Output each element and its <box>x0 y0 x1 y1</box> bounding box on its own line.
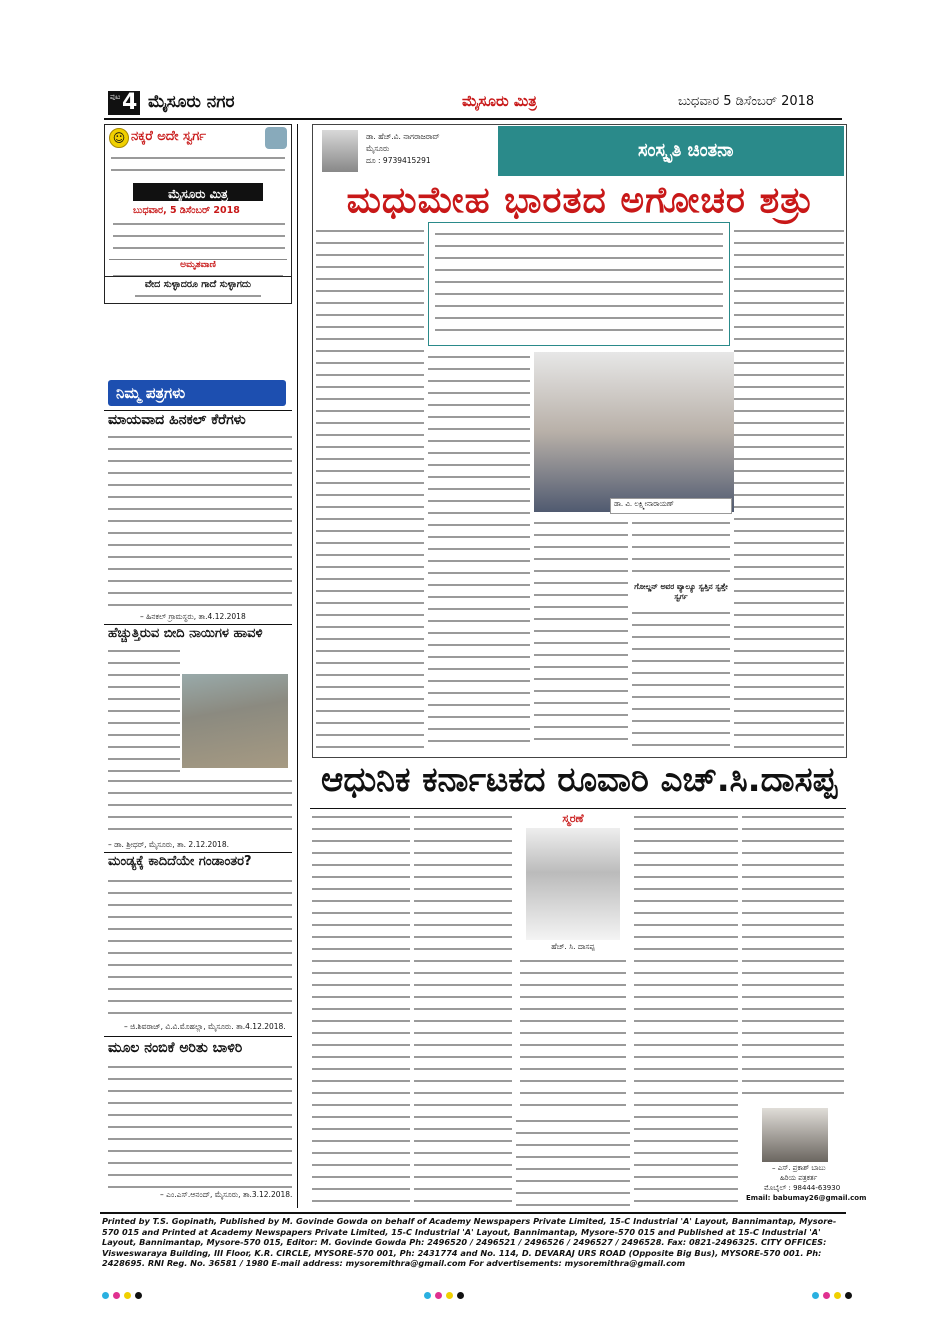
letters-header-text: ನಿಮ್ಮ ಪತ್ರಗಳು <box>116 384 186 402</box>
letter-body <box>108 1062 292 1188</box>
photo-caption-box <box>610 498 732 514</box>
author-phone: ದೂ : 9739415291 <box>366 156 431 165</box>
joke-title: ನಕ್ಕರೆ ಅದೇ ಸ್ವರ್ಗ <box>131 129 206 144</box>
letter-body <box>108 432 292 612</box>
sub-quote: ಗೋಲ್ಡನ್ ಅವರ ವ್ಯಾಲ್ಯೂ ಸ್ವತ್ತಿನ ಸ್ವತ್ತೇ ಸ್ವರ್ಗ <box>634 582 728 601</box>
columnist-role: ಹಿರಿಯ ಪತ್ರಕರ್ತ <box>780 1174 818 1182</box>
memorial-tag: ಸ್ಮರಣೆ <box>562 812 584 825</box>
dasappa-caption: ಹೆಚ್. ಸಿ. ದಾಸಪ್ಪ <box>551 942 595 951</box>
article2-headline: ಆಧುನಿಕ ಕರ್ನಾಟಕದ ರೂವಾರಿ ಎಚ್.ಸಿ.ದಾಸಪ್ಪ <box>320 760 838 800</box>
stray-dogs-photo <box>182 674 288 768</box>
scientist-photo <box>534 352 734 512</box>
letters-header <box>108 380 286 406</box>
dasappa-quote <box>520 956 626 1112</box>
photo-caption: ಡಾ. ವಿ. ಲಕ್ಷ್ಮೀನಾರಾಯಣ್ <box>614 500 674 508</box>
column-banner <box>498 126 844 176</box>
letter-signature: – ಹಿನಕಲ್ ಗ್ರಾಮಸ್ಥರು, ತಾ.4.12.2018 <box>140 612 246 621</box>
ed-masthead-box <box>133 183 263 201</box>
author-city: ಮೈಸೂರು <box>366 144 390 153</box>
quote-head: ಅಮೃತವಾಣಿ <box>180 260 216 270</box>
letter-signature: – ಡಾ. ಶ್ರೀಧರ್, ಮೈಸೂರು, ತಾ. 2.12.2018. <box>108 840 229 849</box>
smiley-icon: ☺ <box>109 128 129 148</box>
article2-col3-body <box>516 1116 630 1208</box>
ed-credits <box>113 219 285 257</box>
article1-col1 <box>316 226 424 750</box>
joke-box <box>104 124 292 296</box>
columnist-photo <box>762 1108 828 1162</box>
dasappa-box <box>516 812 630 1112</box>
article2-col2 <box>414 812 512 1208</box>
dasappa-photo <box>526 828 620 940</box>
article1-col-right <box>734 226 844 750</box>
letter-body <box>108 776 292 840</box>
page-number: 4 <box>122 90 138 115</box>
article1-col2 <box>428 352 530 750</box>
article1-col3-body <box>534 518 628 750</box>
masthead: ಮೈಸೂರು ಮಿತ್ರ <box>462 92 537 110</box>
letter-title: ಹೆಚ್ಚುತ್ತಿರುವ ಬೀದಿ ನಾಯಿಗಳ ಹಾವಳಿ <box>108 626 263 641</box>
article2-col1 <box>312 812 410 1208</box>
joke-text <box>111 153 285 177</box>
header-date: ಬುಧವಾರ 5 ಡಿಸೆಂಬರ್ 2018 <box>678 94 815 109</box>
article2-col5 <box>742 812 844 1104</box>
ed-masthead: ಮೈಸೂರು ಮಿತ್ರ <box>168 187 228 201</box>
registration-marks-center <box>422 1284 466 1303</box>
registration-marks-left <box>100 1284 144 1303</box>
letter-signature: – ಜಿ.ಶಿವರಾಜ್, ವಿ.ವಿ.ಮೊಹಲ್ಲಾ, ಮೈಸೂರು. ತಾ.4.12.2018. <box>124 1022 286 1031</box>
article1-col4-body <box>632 608 730 750</box>
letter-title: ಮಾಯವಾದ ಹಿನಕಲ್ ಕೆರೆಗಳು <box>108 412 246 428</box>
section-title: ಮೈಸೂರು ನಗರ <box>148 92 235 112</box>
veda-box <box>104 276 292 304</box>
article2-col4 <box>634 812 738 1208</box>
page-number-box <box>108 91 140 115</box>
letter-signature: – ಎಂ.ಎಸ್.ಆನಂದ್, ಮೈಸೂರು, ತಾ.3.12.2018. <box>160 1190 293 1199</box>
column-title: ಸಂಸ್ಕೃತಿ ಚಿಂತನಾ <box>638 140 734 161</box>
column-divider <box>297 124 298 1208</box>
page-header <box>100 88 845 118</box>
columnist-email: Email: babumay26@gmail.com <box>746 1194 867 1202</box>
imprint: Printed by T.S. Gopinath, Published by M. Govinde Gowda on behalf of Academy Newspapers Private Limited, 15-C Industrial 'A' Layout, Bannimantap, Mysore-570 015 and Printed at Academy Newspapers Private Limited, 15-C Industrial 'A' Layout, Bannimantap, Mysore-570 015 and Published at 15-C Industrial 'A' Layout, Bannimantap, Mysore-570 015, Editor: M. Govinde Gowda Ph: 2496520 / 2496521 / 2496526 / 2496527 / 2496528. Fax: 0821-2496325. CITY OFFICES: Visweswaraya Building, III Floor, K.R. CIRCLE, MYSORE-570 001, Ph: 2431774 and No. 114, D. DEVARAJ URS ROAD (Opposite Big Bus), MYSORE-570 001. Ph: 2428695. RNI Reg. No. 36581 / 1980 E-mail address: mysoremithra@gmail.com For advertisements: mysoremithra@gmail.com <box>102 1216 837 1268</box>
author-photo <box>322 130 358 172</box>
registration-marks-right <box>810 1284 854 1303</box>
letter-title: ಮೂಲ ನಂಬಿಕೆ ಅರಿತು ಬಾಳಿರಿ <box>108 1040 243 1056</box>
ed-date: ಬುಧವಾರ, 5 ಡಿಸೆಂಬರ್ 2018 <box>133 205 240 216</box>
footer-rule <box>100 1212 846 1214</box>
letter-title: ಮಂಡ್ಯಕ್ಕೆ ಕಾದಿದೆಯೇ ಗಂಡಾಂತರ? <box>108 854 252 869</box>
veda-text: ವೇದ ಸುಳ್ಳಾದರೂ ಗಾದೆ ಸುಳ್ಳಾಗದು <box>144 279 252 290</box>
letter-body <box>108 646 180 776</box>
author-name: ಡಾ. ಹೆಚ್.ವಿ. ನಾಗರಾಜರಾವ್ <box>366 132 440 141</box>
page-label: ಪುಟ <box>110 93 121 101</box>
columnist-name: – ಎಸ್. ಪ್ರಕಾಶ್ ಬಾಬು <box>772 1164 826 1172</box>
letter-body <box>108 876 292 1016</box>
columnist-phone: ಮೊಬೈಲ್ : 98444-63930 <box>764 1184 841 1192</box>
highlight-quote-box <box>428 222 730 346</box>
article1-col4 <box>632 518 730 578</box>
cartoon-icon <box>265 127 287 149</box>
article1-headline: ಮಧುಮೇಹ ಭಾರತದ ಅಗೋಚರ ಶತ್ರು <box>346 180 814 221</box>
header-rule <box>104 118 842 120</box>
